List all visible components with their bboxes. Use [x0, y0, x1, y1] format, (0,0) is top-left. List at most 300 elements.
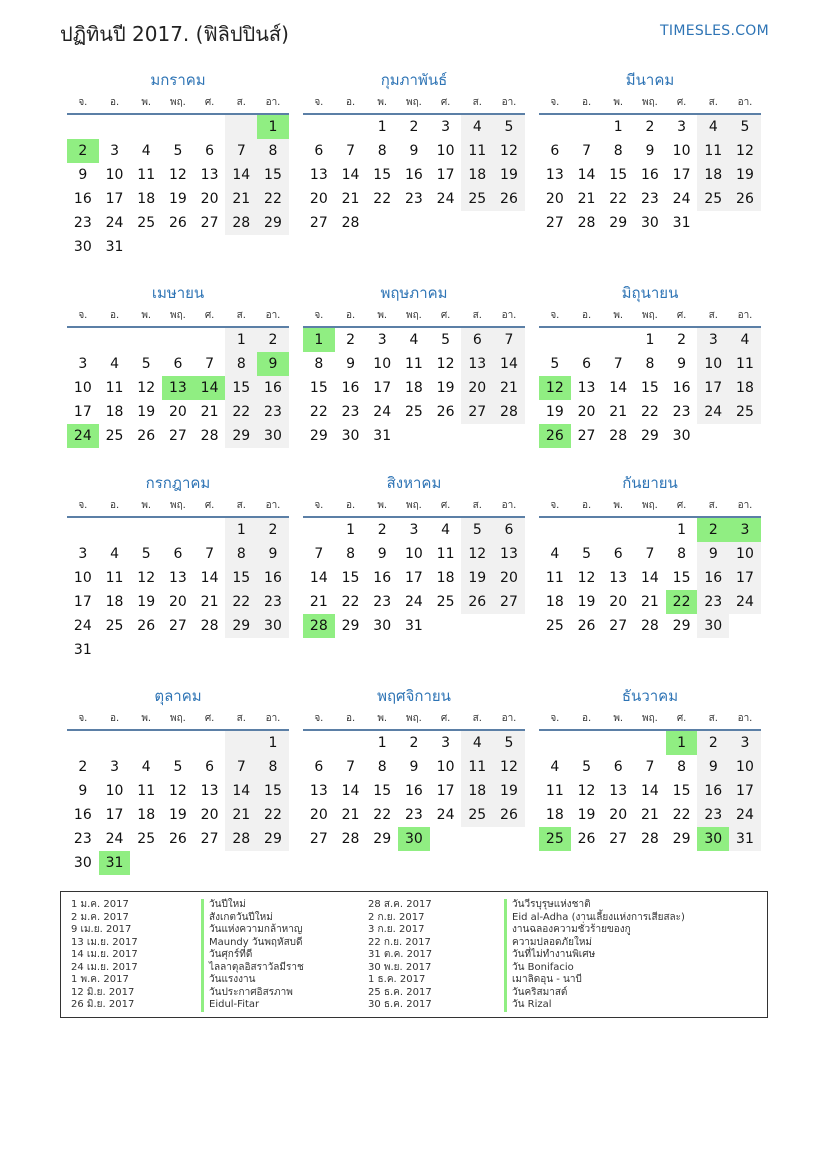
weekday-label: พฤ. — [169, 713, 186, 724]
weekday-label: จ. — [550, 310, 560, 321]
day-cell: 4 — [441, 522, 451, 538]
day-cell: 16 — [341, 380, 360, 396]
weekday-label: อา. — [265, 713, 281, 724]
holiday-name: งานฉลองความชั่วร้ายของกู — [512, 924, 631, 935]
holiday-name: วันที่ไม่ทำงานพิเศษ — [512, 949, 596, 960]
day-cell: 17 — [436, 783, 455, 799]
day-cell: 13 — [461, 352, 493, 376]
day-cell: 18 — [697, 163, 729, 187]
weekday-label: อ. — [345, 500, 356, 511]
day-cell: 26 — [493, 803, 525, 827]
day-cell: 18 — [436, 570, 455, 586]
weekday-header — [303, 498, 525, 518]
day-cell: 12 — [493, 139, 525, 163]
day-cell: 7 — [645, 759, 655, 775]
day-cell: 27 — [609, 618, 628, 634]
holiday-day: 24 — [67, 424, 99, 448]
day-cell: 4 — [550, 759, 560, 775]
holiday-date: 2 ม.ค. 2017 — [71, 911, 129, 923]
holiday-name: เมาลิดอุน - นาบี — [512, 974, 582, 985]
holiday-name: Eid al-Adha (งานเลี้ยงแห่งการเสียสละ) — [512, 911, 685, 923]
holiday-dates-right — [368, 899, 488, 1012]
weekday-header — [303, 308, 525, 328]
weekday-label: จ. — [78, 310, 88, 321]
day-cell: 26 — [461, 590, 493, 614]
day-cell: 27 — [200, 215, 219, 231]
day-cell: 22 — [257, 187, 289, 211]
day-cell: 30 — [257, 424, 289, 448]
weekday-label: ส. — [236, 310, 246, 321]
weekday-label: พ. — [613, 310, 624, 321]
holiday-day: 22 — [666, 590, 698, 614]
day-cell: 28 — [640, 831, 659, 847]
holiday-date: 1 พ.ค. 2017 — [71, 974, 129, 985]
weekday-label: อ. — [109, 713, 120, 724]
day-cell: 12 — [168, 783, 187, 799]
weekday-label: อา. — [265, 500, 281, 511]
day-cell: 26 — [168, 215, 187, 231]
day-cell: 19 — [493, 779, 525, 803]
holiday-day: 14 — [194, 376, 226, 400]
holiday-day: 13 — [162, 376, 194, 400]
holiday-dates-left — [71, 899, 191, 1012]
day-cell: 20 — [609, 594, 628, 610]
day-cell: 27 — [461, 400, 493, 424]
day-cell: 9 — [78, 783, 88, 799]
month-name: มีนาคม — [625, 71, 675, 89]
day-cell: 2 — [78, 759, 88, 775]
day-cell: 18 — [461, 779, 493, 803]
day-cell: 10 — [105, 167, 124, 183]
holiday-day: 3 — [729, 518, 761, 542]
holiday-names-right — [504, 899, 754, 1012]
day-cell: 22 — [225, 590, 257, 614]
weekday-label: พฤ. — [169, 97, 186, 108]
month-calendar — [303, 70, 525, 235]
day-cell: 18 — [105, 594, 124, 610]
day-cell: 4 — [461, 731, 493, 755]
day-cell: 31 — [105, 239, 124, 255]
day-cell: 2 — [409, 119, 419, 135]
weekday-header — [539, 498, 761, 518]
day-cell: 30 — [697, 614, 729, 638]
holiday-day: 1 — [257, 115, 289, 139]
day-cell: 21 — [341, 807, 360, 823]
day-empty — [194, 328, 226, 352]
day-cell: 6 — [582, 356, 591, 372]
day-empty — [194, 518, 226, 542]
day-cell: 28 — [341, 831, 360, 847]
day-cell: 20 — [309, 191, 328, 207]
day-cell: 29 — [672, 831, 691, 847]
weekday-label: ศ. — [676, 310, 687, 321]
day-cell: 8 — [314, 356, 324, 372]
month-name: กรกฎาคม — [145, 474, 211, 492]
day-cell: 12 — [461, 542, 493, 566]
day-cell: 18 — [545, 594, 564, 610]
day-cell: 4 — [141, 143, 151, 159]
day-cell: 24 — [404, 594, 423, 610]
weekday-label: อา. — [501, 500, 517, 511]
holiday-date: 30 พ.ย. 2017 — [368, 961, 432, 973]
weekday-label: พ. — [613, 500, 624, 511]
day-cell: 7 — [346, 143, 355, 159]
holiday-name: วันคริสมาสต์ — [512, 986, 568, 998]
day-empty — [303, 115, 335, 139]
month-calendar — [539, 70, 761, 235]
day-cell: 19 — [729, 163, 761, 187]
month-calendar — [67, 686, 289, 875]
day-empty — [130, 518, 162, 542]
day-cell: 13 — [577, 380, 596, 396]
day-cell: 24 — [729, 590, 761, 614]
day-cell: 7 — [613, 356, 623, 372]
day-cell: 3 — [697, 328, 729, 352]
day-cell: 12 — [436, 356, 455, 372]
day-cell: 18 — [461, 163, 493, 187]
day-cell: 14 — [341, 783, 360, 799]
day-empty — [99, 731, 131, 755]
day-cell: 22 — [672, 807, 691, 823]
weekday-label: จ. — [550, 97, 560, 108]
day-cell: 21 — [200, 404, 219, 420]
day-cell: 8 — [346, 546, 355, 562]
day-cell: 10 — [105, 783, 124, 799]
day-cell: 23 — [341, 404, 360, 420]
day-cell: 7 — [205, 356, 215, 372]
weekday-label: พ. — [141, 500, 152, 511]
day-cell: 17 — [672, 167, 691, 183]
holiday-date: 2 ก.ย. 2017 — [368, 911, 425, 923]
day-empty — [67, 115, 99, 139]
day-cell: 3 — [78, 546, 88, 562]
day-cell: 2 — [697, 731, 729, 755]
day-empty — [571, 328, 603, 352]
day-cell: 20 — [461, 376, 493, 400]
day-cell: 23 — [640, 191, 659, 207]
weekday-label: ศ. — [440, 500, 451, 511]
month-name: มิถุนายน — [621, 284, 679, 302]
day-cell: 6 — [550, 143, 560, 159]
day-cell: 3 — [78, 356, 88, 372]
day-cell: 3 — [677, 119, 687, 135]
day-cell: 29 — [225, 424, 257, 448]
day-cell: 28 — [225, 211, 257, 235]
day-cell: 25 — [729, 400, 761, 424]
day-cell: 29 — [373, 831, 392, 847]
day-cell: 14 — [200, 570, 219, 586]
day-cell: 2 — [257, 328, 289, 352]
holiday-name: วัน Rizal — [512, 999, 552, 1010]
day-cell: 16 — [73, 807, 92, 823]
day-cell: 12 — [577, 570, 596, 586]
weekday-label: จ. — [314, 713, 324, 724]
month-calendar — [303, 283, 525, 448]
weekday-label: ส. — [472, 500, 482, 511]
day-cell: 28 — [341, 215, 360, 231]
day-empty — [225, 115, 257, 139]
day-grid — [67, 328, 289, 448]
day-cell: 8 — [645, 356, 655, 372]
day-grid — [539, 518, 761, 638]
day-cell: 4 — [110, 356, 119, 372]
day-cell: 31 — [73, 642, 92, 658]
month-calendar — [67, 283, 289, 448]
day-cell: 9 — [257, 542, 289, 566]
day-cell: 16 — [404, 783, 423, 799]
holiday-date: 1 ธ.ค. 2017 — [368, 974, 426, 985]
day-cell: 25 — [436, 594, 455, 610]
weekday-label: จ. — [314, 500, 324, 511]
weekday-label: อา. — [737, 97, 753, 108]
day-cell: 24 — [697, 400, 729, 424]
day-cell: 28 — [225, 827, 257, 851]
day-cell: 5 — [441, 332, 451, 348]
day-cell: 23 — [697, 590, 729, 614]
day-cell: 26 — [577, 831, 596, 847]
day-cell: 10 — [73, 380, 92, 396]
day-cell: 21 — [225, 187, 257, 211]
weekday-header — [67, 95, 289, 115]
holiday-day: 2 — [67, 139, 99, 163]
day-cell: 21 — [225, 803, 257, 827]
holiday-date: 12 มิ.ย. 2017 — [71, 986, 135, 998]
day-cell: 7 — [346, 759, 355, 775]
day-cell: 24 — [105, 831, 124, 847]
day-cell: 11 — [105, 570, 124, 586]
holiday-name: วันประกาศอิสรภาพ — [209, 986, 293, 998]
day-cell: 20 — [309, 807, 328, 823]
day-cell: 27 — [309, 831, 328, 847]
day-empty — [539, 328, 571, 352]
day-cell: 1 — [346, 522, 355, 538]
weekday-label: พฤ. — [169, 500, 186, 511]
day-empty — [335, 115, 367, 139]
day-cell: 22 — [640, 404, 659, 420]
weekday-label: จ. — [314, 97, 324, 108]
day-cell: 19 — [493, 163, 525, 187]
weekday-label: พฤ. — [405, 97, 422, 108]
day-cell: 28 — [200, 618, 219, 634]
weekday-label: ส. — [236, 500, 246, 511]
day-cell: 19 — [577, 807, 596, 823]
day-cell: 10 — [729, 755, 761, 779]
day-cell: 2 — [677, 332, 687, 348]
day-cell: 3 — [441, 735, 451, 751]
day-cell: 2 — [346, 332, 355, 348]
day-cell: 13 — [309, 167, 328, 183]
day-empty — [335, 731, 367, 755]
day-cell: 7 — [205, 546, 215, 562]
day-cell: 27 — [200, 831, 219, 847]
day-cell: 20 — [168, 404, 187, 420]
day-cell: 12 — [577, 783, 596, 799]
day-cell: 3 — [409, 522, 419, 538]
day-cell: 20 — [577, 404, 596, 420]
holiday-day: 12 — [539, 376, 571, 400]
holiday-date: 13 เม.ย. 2017 — [71, 936, 138, 948]
day-cell: 19 — [137, 404, 156, 420]
weekday-label: จ. — [550, 500, 560, 511]
day-cell: 16 — [73, 191, 92, 207]
day-cell: 25 — [461, 187, 493, 211]
day-cell: 6 — [461, 328, 493, 352]
day-cell: 4 — [461, 115, 493, 139]
holiday-date: 25 ธ.ค. 2017 — [368, 986, 432, 998]
weekday-label: อา. — [737, 310, 753, 321]
weekday-label: พ. — [377, 310, 388, 321]
day-empty — [130, 731, 162, 755]
day-grid — [539, 115, 761, 235]
day-cell: 14 — [609, 380, 628, 396]
day-cell: 6 — [205, 143, 215, 159]
day-cell: 25 — [697, 187, 729, 211]
day-cell: 26 — [137, 428, 156, 444]
weekday-label: ศ. — [204, 500, 215, 511]
holiday-day: 30 — [398, 827, 430, 851]
day-empty — [162, 328, 194, 352]
day-grid — [67, 731, 289, 875]
weekday-label: อ. — [345, 310, 356, 321]
day-cell: 13 — [309, 783, 328, 799]
day-cell: 1 — [645, 332, 655, 348]
day-cell: 18 — [137, 807, 156, 823]
day-cell: 6 — [314, 759, 324, 775]
day-cell: 6 — [613, 546, 623, 562]
day-cell: 1 — [377, 735, 387, 751]
day-cell: 3 — [110, 143, 119, 159]
day-cell: 18 — [545, 807, 564, 823]
day-cell: 7 — [493, 328, 525, 352]
day-cell: 6 — [205, 759, 215, 775]
day-cell: 22 — [373, 807, 392, 823]
weekday-header — [539, 95, 761, 115]
weekday-label: พฤ. — [405, 310, 422, 321]
day-cell: 30 — [672, 428, 691, 444]
day-cell: 9 — [677, 356, 687, 372]
weekday-label: ศ. — [204, 310, 215, 321]
day-cell: 26 — [436, 404, 455, 420]
holiday-date: 1 ม.ค. 2017 — [71, 899, 129, 910]
month-name: กุมภาพันธ์ — [380, 71, 448, 89]
weekday-label: อ. — [109, 310, 120, 321]
day-cell: 21 — [493, 376, 525, 400]
day-cell: 1 — [257, 731, 289, 755]
day-cell: 24 — [436, 191, 455, 207]
day-cell: 9 — [697, 542, 729, 566]
day-cell: 17 — [73, 594, 92, 610]
day-cell: 11 — [545, 783, 564, 799]
weekday-label: พ. — [141, 713, 152, 724]
month-calendar — [67, 70, 289, 259]
day-cell: 23 — [257, 400, 289, 424]
weekday-label: อา. — [737, 713, 753, 724]
day-empty — [162, 115, 194, 139]
weekday-label: ศ. — [204, 713, 215, 724]
day-cell: 11 — [436, 546, 455, 562]
day-empty — [130, 328, 162, 352]
page-title: ปฏิทินปี 2017. (ฟิลิปปินส์) — [60, 22, 289, 46]
weekday-label: ศ. — [440, 310, 451, 321]
day-grid — [539, 731, 761, 851]
day-cell: 16 — [697, 779, 729, 803]
day-cell: 8 — [677, 546, 687, 562]
day-cell: 14 — [577, 167, 596, 183]
day-cell: 15 — [257, 779, 289, 803]
day-cell: 23 — [672, 404, 691, 420]
day-cell: 29 — [309, 428, 328, 444]
day-cell: 10 — [436, 759, 455, 775]
day-cell: 31 — [729, 827, 761, 851]
day-cell: 9 — [409, 759, 419, 775]
weekday-label: พฤ. — [405, 713, 422, 724]
day-cell: 23 — [697, 803, 729, 827]
day-cell: 12 — [168, 167, 187, 183]
day-cell: 5 — [493, 731, 525, 755]
day-cell: 14 — [309, 570, 328, 586]
weekday-header — [303, 95, 525, 115]
day-cell: 17 — [73, 404, 92, 420]
day-cell: 25 — [137, 831, 156, 847]
day-empty — [571, 115, 603, 139]
day-cell: 5 — [729, 115, 761, 139]
day-cell: 14 — [341, 167, 360, 183]
weekday-label: ส. — [708, 500, 718, 511]
day-cell: 24 — [729, 803, 761, 827]
day-cell: 27 — [545, 215, 564, 231]
weekday-label: ส. — [236, 97, 246, 108]
day-cell: 21 — [577, 191, 596, 207]
day-cell: 18 — [105, 404, 124, 420]
month-name: ธันวาคม — [621, 687, 679, 705]
day-cell: 11 — [461, 139, 493, 163]
day-cell: 30 — [73, 855, 92, 871]
holiday-day: 28 — [303, 614, 335, 638]
day-cell: 13 — [545, 167, 564, 183]
day-cell: 21 — [309, 594, 328, 610]
weekday-label: อา. — [501, 713, 517, 724]
day-cell: 17 — [105, 191, 124, 207]
day-cell: 25 — [105, 618, 124, 634]
day-cell: 22 — [257, 803, 289, 827]
day-cell: 19 — [545, 404, 564, 420]
day-cell: 28 — [493, 400, 525, 424]
weekday-label: อ. — [345, 97, 356, 108]
day-cell: 5 — [141, 546, 151, 562]
day-cell: 4 — [141, 759, 151, 775]
day-empty — [99, 328, 131, 352]
day-cell: 27 — [577, 428, 596, 444]
day-cell: 8 — [257, 755, 289, 779]
day-cell: 24 — [373, 404, 392, 420]
day-cell: 2 — [257, 518, 289, 542]
weekday-label: ส. — [708, 713, 718, 724]
day-cell: 17 — [105, 807, 124, 823]
weekday-header — [539, 308, 761, 328]
day-cell: 22 — [309, 404, 328, 420]
day-cell: 30 — [373, 618, 392, 634]
day-cell: 15 — [225, 566, 257, 590]
day-cell: 23 — [73, 831, 92, 847]
brand-link[interactable]: TIMESLES.COM — [660, 23, 769, 39]
day-cell: 27 — [168, 428, 187, 444]
weekday-label: จ. — [550, 713, 560, 724]
day-cell: 10 — [729, 542, 761, 566]
day-cell: 11 — [729, 352, 761, 376]
day-cell: 11 — [137, 167, 156, 183]
day-cell: 30 — [257, 614, 289, 638]
day-cell: 5 — [493, 115, 525, 139]
